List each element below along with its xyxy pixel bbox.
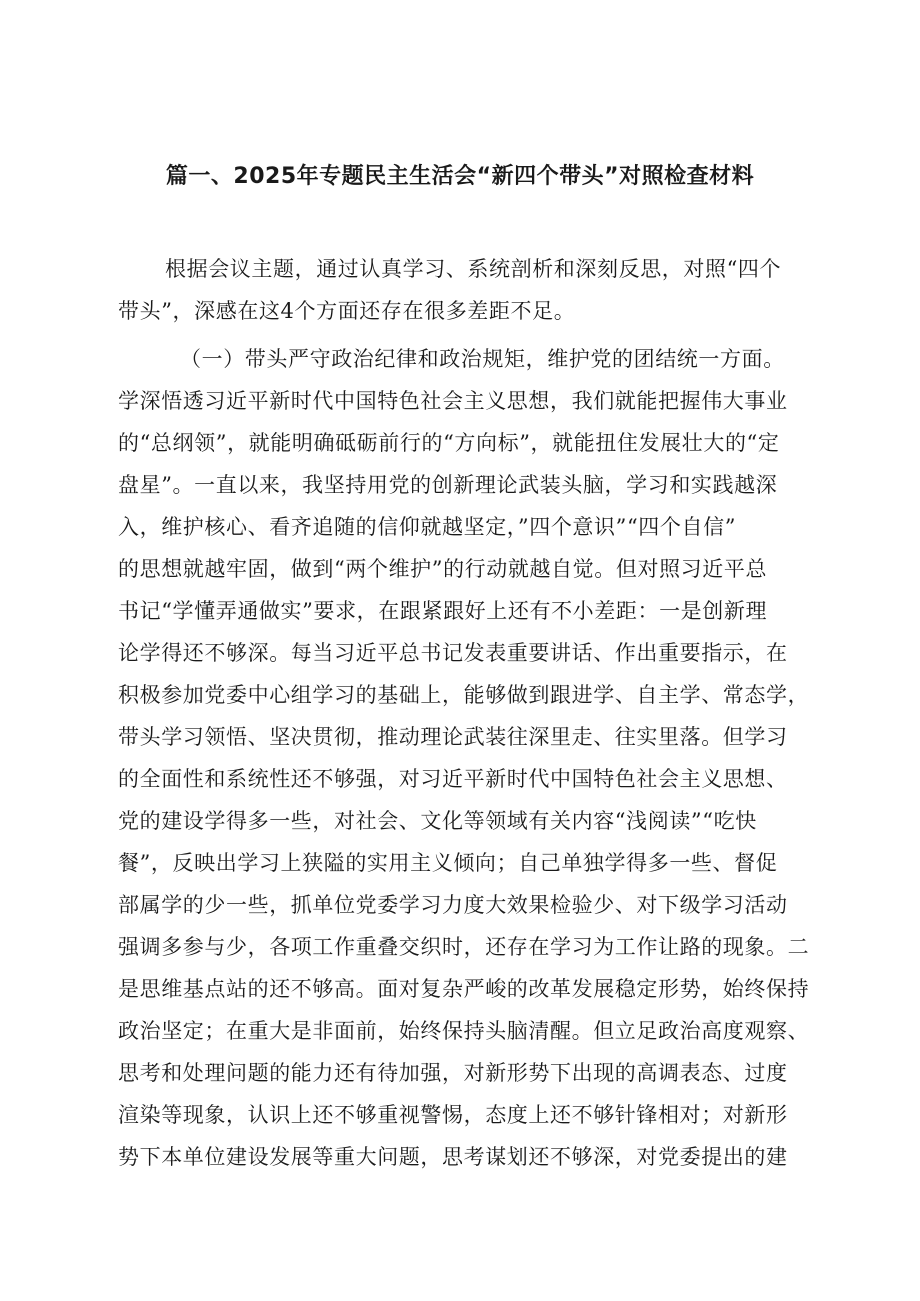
section-one-paragraph	[118, 338, 848, 1220]
paragraph-line: 积极参加党委中心组学习的基础上，能够做到跟进学、自主学、常态学，	[118, 683, 810, 707]
document-title: 篇一、2025年专题民主生活会“新四个带头”对照检查材料	[165, 164, 755, 189]
paragraph-line	[118, 1178, 848, 1220]
paragraph-line: 餐”，反映出学习上狭隘的实用主义倾向；自己单独学得多一些、督促	[118, 851, 778, 875]
intro-paragraph	[118, 248, 848, 332]
paragraph-line: 论学得还不够深。每当习近平总书记发表重要讲话、作出重要指示，在	[118, 641, 788, 665]
paragraph-line: 的思想就越牢固，做到“两个维护”的行动就越自觉。但对照习近平总	[118, 557, 768, 581]
paragraph-line: 入，维护核心、看齐追随的信仰就越坚定，”四个意识”“四个自信”	[118, 515, 737, 539]
paragraph-line: 党的建设学得多一些，对社会、文化等领域有关内容“浅阅读”“吃快	[118, 809, 757, 833]
paragraph-line: 盘星”。一直以来，我坚持用党的创新理论武装头脑，学习和实践越深	[118, 473, 778, 497]
paragraph-line: 政治坚定；在重大是非面前，始终保持头脑清醒。但立足政治高度观察、	[118, 1019, 810, 1043]
paragraph-line: 的全面性和系统性还不够强，对习近平新时代中国特色社会主义思想、	[118, 767, 788, 791]
paragraph-line: 根据会议主题，通过认真学习、系统剖析和深刻反思，对照“四个	[165, 257, 782, 281]
paragraph-line: 的“总纲领”，就能明确砥砺前行的“方向标”，就能扭住发展壮大的“定	[118, 431, 780, 455]
paragraph-line: 带头”，深感在这4个方面还存在很多差距不足。	[118, 299, 576, 323]
paragraph-line: 书记“学懂弄通做实”要求，在跟紧跟好上还有不小差距：一是创新理	[118, 599, 768, 623]
paragraph-line: 带头学习领悟、坚决贯彻，推动理论武装往深里走、往实里落。但学习	[118, 725, 788, 749]
paragraph-line: 思考和处理问题的能力还有待加强，对新形势下出现的高调表态、过度	[118, 1061, 788, 1085]
paragraph-line: 是思维基点站的还不够高。面对复杂严峻的改革发展稳定形势，始终保持	[118, 977, 810, 1001]
paragraph-line: 部属学的少一些，抓单位党委学习力度大效果检验少、对下级学习活动	[118, 893, 788, 917]
paragraph-line: 学深悟透习近平新时代中国特色社会主义思想，我们就能把握伟大事业	[118, 389, 788, 413]
paragraph-line: 渲染等现象，认识上还不够重视警惕，态度上还不够针锋相对；对新形	[118, 1103, 788, 1127]
section-heading: （一）带头严守政治纪律和政治规矩，维护党的团结统一方面。	[180, 347, 785, 371]
paragraph-line: 势下本单位建设发展等重大问题，思考谋划还不够深，对党委提出的建	[118, 1145, 788, 1169]
paragraph-line: 强调多参与少，各项工作重叠交织时，还存在学习为工作让路的现象。二	[118, 935, 810, 959]
